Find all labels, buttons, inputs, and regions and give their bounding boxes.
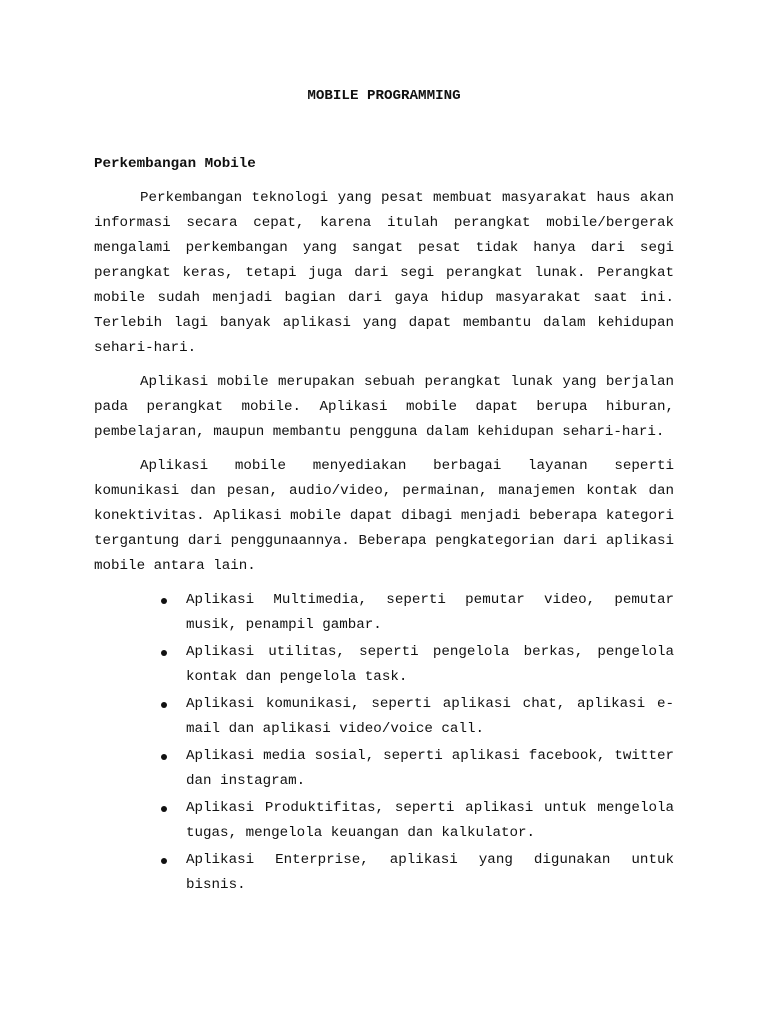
bullet-dot-icon bbox=[161, 702, 167, 708]
bullet-dot-icon bbox=[161, 754, 167, 760]
bullet-dot-icon bbox=[161, 650, 167, 656]
list-item-text: Aplikasi Multimedia, seperti pemutar video, pemutar musik, penampil gambar. bbox=[186, 592, 674, 633]
list-item-text: Aplikasi media sosial, seperti aplikasi facebook, twitter dan instagram. bbox=[186, 748, 674, 789]
list-item-text: Aplikasi utilitas, seperti pengelola berkas, pengelola kontak dan pengelola task. bbox=[186, 644, 674, 685]
list-item bbox=[186, 796, 674, 846]
paragraph: Aplikasi mobile merupakan sebuah perangkat lunak yang berjalan pada perangkat mobile. Aplikasi mobile dapat berupa hiburan, pembelajaran, maupun membantu pengguna dalam kehidupan sehari-hari. bbox=[94, 374, 674, 440]
list-item-text: Aplikasi Enterprise, aplikasi yang digunakan untuk bisnis. bbox=[186, 852, 674, 893]
list-item bbox=[186, 744, 674, 794]
paragraph: Aplikasi mobile menyediakan berbagai layanan seperti komunikasi dan pesan, audio/video, permainan, manajemen kontak dan konektivitas. Aplikasi mobile dapat dibagi menjadi beberapa kategori tergantung dari penggunaannya. Beberapa pengkategorian dari aplikasi mobile antara lain. bbox=[94, 458, 674, 574]
section-heading: Perkembangan Mobile bbox=[94, 156, 256, 172]
list-item-text: Aplikasi komunikasi, seperti aplikasi chat, aplikasi e-mail dan aplikasi video/voice call. bbox=[186, 696, 674, 737]
bullet-list bbox=[94, 588, 674, 898]
bullet-dot-icon bbox=[161, 858, 167, 864]
list-item bbox=[186, 848, 674, 898]
list-item bbox=[186, 640, 674, 690]
document-page bbox=[94, 0, 674, 1024]
document-title: MOBILE PROGRAMMING bbox=[307, 88, 461, 104]
list-item bbox=[186, 692, 674, 742]
list-item-text: Aplikasi Produktifitas, seperti aplikasi untuk mengelola tugas, mengelola keuangan dan kalkulator. bbox=[186, 800, 674, 841]
paragraph: Perkembangan teknologi yang pesat membuat masyarakat haus akan informasi secara cepat, karena itulah perangkat mobile/bergerak mengalami perkembangan yang sangat pesat tidak hanya dari segi perangkat keras, tetapi juga dari segi perangkat lunak. Perangkat mobile sudah menjadi bagian dari gaya hidup masyarakat saat ini. Terlebih lagi banyak aplikasi yang dapat membantu dalam kehidupan sehari-hari. bbox=[94, 190, 674, 356]
document-body bbox=[94, 186, 674, 900]
bullet-dot-icon bbox=[161, 598, 167, 604]
list-item bbox=[186, 588, 674, 638]
bullet-dot-icon bbox=[161, 806, 167, 812]
